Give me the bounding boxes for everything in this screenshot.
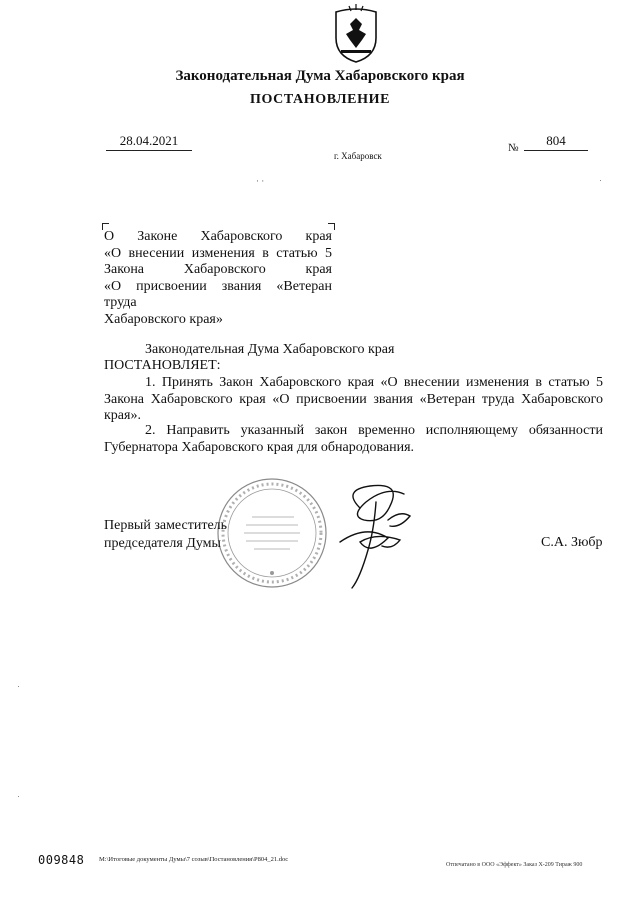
registration-number: 009848 xyxy=(38,853,85,867)
number-label: № xyxy=(508,142,519,154)
title-line: О Законе Хабаровского края xyxy=(104,229,332,244)
resolves-heading: ПОСТАНОВЛЯЕТ: xyxy=(104,358,221,373)
title-line: «О внесении изменения в статью 5 xyxy=(104,245,332,261)
printer-note: Отпечатано в ООО «Эффект» Заказ Х-209 Тираж 900 xyxy=(446,862,583,868)
organization-name: Законодательная Дума Хабаровского края xyxy=(175,68,465,84)
preamble: Законодательная Дума Хабаровского края xyxy=(145,342,395,357)
resolution-item-2: 2. Направить указанный закон временно исполняющему обязанности Губернатора Хабаровского края для обнародования. xyxy=(104,423,603,455)
scan-dots: · · xyxy=(256,176,265,186)
document-number: 804 xyxy=(524,133,588,151)
signatory-position xyxy=(104,517,227,553)
document-title xyxy=(104,229,332,328)
title-line: «О присвоении звания «Ветеран труда xyxy=(104,278,332,310)
title-line: Закона Хабаровского края xyxy=(104,262,332,277)
scan-speck xyxy=(18,796,19,797)
file-path: M:\Итоговые документы Думы\7 созыв\Постановления\P804_21.doc xyxy=(99,856,289,863)
handwritten-signature xyxy=(330,480,414,590)
position-line-2: председателя Думы xyxy=(104,536,221,551)
document-type: ПОСТАНОВЛЕНИЕ xyxy=(249,92,391,107)
official-stamp xyxy=(214,477,330,589)
coat-of-arms-icon xyxy=(331,4,381,64)
position-line-1: Первый заместитель xyxy=(104,518,228,533)
city: г. Хабаровск xyxy=(334,151,382,161)
title-line: Хабаровского края» xyxy=(104,311,223,327)
document-date: 28.04.2021 xyxy=(106,133,192,151)
signatory-name: С.А. Зюбр xyxy=(541,535,603,550)
resolution-item-1: 1. Принять Закон Хабаровского края «О внесении изменения в статью 5 Закона Хабаровского края «О присвоении звания «Ветеран труда Хабаровского края». xyxy=(104,375,603,423)
scan-speck xyxy=(18,686,19,687)
scan-speck xyxy=(600,180,601,181)
